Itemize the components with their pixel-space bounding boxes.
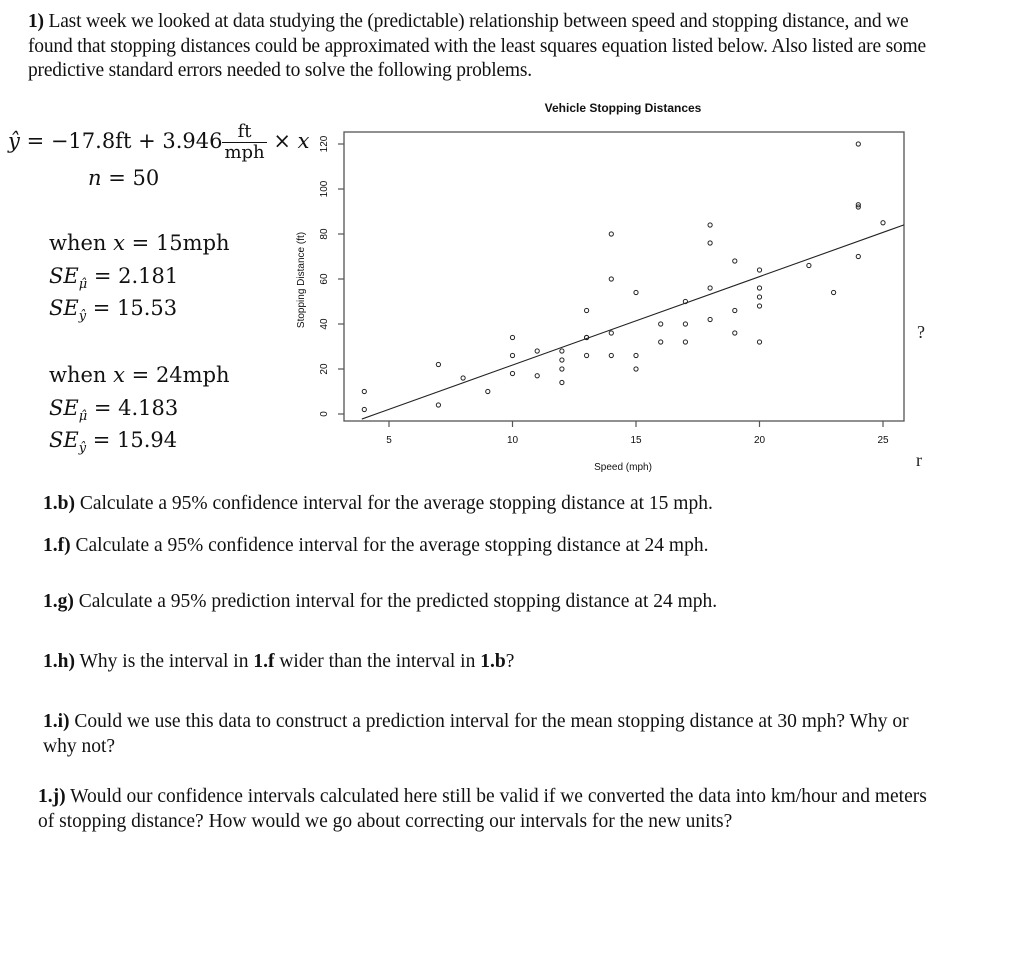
- stray-question-mark: ?: [917, 322, 925, 342]
- data-point: [461, 376, 465, 380]
- question-text: Why is the interval in: [74, 651, 254, 672]
- stray-r-mark: r: [916, 450, 922, 470]
- problem-number: 1): [28, 11, 44, 32]
- se-label: SE: [49, 428, 79, 452]
- data-point: [609, 232, 613, 236]
- n-symbol: n: [88, 166, 102, 190]
- question-label: 1.b): [43, 493, 75, 514]
- case-15-se-y: [49, 296, 177, 324]
- data-point: [609, 331, 613, 335]
- when-label: when: [49, 363, 107, 387]
- se-subscript: ŷ: [78, 441, 87, 456]
- data-point: [757, 268, 761, 272]
- data-point: [362, 407, 366, 411]
- question-text: Calculate a 95% prediction interval for the predicted stopping distance at 24 mph.: [73, 591, 718, 612]
- chart-svg: [280, 95, 930, 480]
- fit-line: [362, 225, 904, 419]
- data-point: [708, 317, 712, 321]
- data-point: [733, 331, 737, 335]
- question-label: 1.g): [43, 591, 74, 612]
- when-label: when: [49, 231, 107, 255]
- se-subscript: μ̂: [78, 277, 88, 292]
- data-point: [560, 380, 564, 384]
- data-point: [535, 349, 539, 353]
- y-tick-label: 120: [319, 135, 330, 153]
- se-mu-value: = 2.181: [93, 264, 179, 288]
- case-15-se-mu: [49, 264, 178, 292]
- question-ref: 1.f: [253, 651, 275, 672]
- data-point: [609, 353, 613, 357]
- y-tick-label: 20: [319, 363, 330, 375]
- data-point: [856, 254, 860, 258]
- data-point: [659, 322, 663, 326]
- data-point: [510, 371, 514, 375]
- equation-intercept: = −17.8ft + 3.946: [26, 129, 223, 153]
- question-label: 1.j): [38, 786, 66, 807]
- data-point: [362, 389, 366, 393]
- equation-times-x: × x: [273, 129, 310, 153]
- data-point: [560, 349, 564, 353]
- data-point: [757, 340, 761, 344]
- intro-text: Last week we looked at data studying the (predictable) relationship between speed and stopping distance, and we found that stopping distances could be approximated with the least squares equation listed below. Also listed are some predictive standard errors needed to solve the following problems.: [28, 11, 926, 81]
- data-point: [856, 142, 860, 146]
- x-tick-label: 10: [506, 435, 519, 446]
- data-point: [733, 259, 737, 263]
- y-axis-ticks: [319, 135, 344, 417]
- data-point: [634, 290, 638, 294]
- question-text: Could we use this data to construct a prediction interval for the mean stopping distance at 30 mph? Why or why not?: [43, 711, 909, 757]
- question-1i: [43, 710, 943, 759]
- case-24-se-y: [49, 428, 177, 456]
- when-value: = 24mph: [131, 363, 230, 387]
- data-point: [560, 367, 564, 371]
- question-ref: 1.b: [480, 651, 506, 672]
- data-point: [510, 353, 514, 357]
- se-label: SE: [49, 396, 79, 420]
- data-point: [585, 353, 589, 357]
- question-text: wider than the interval in: [274, 651, 481, 672]
- y-hat-symbol: ŷ: [8, 129, 20, 153]
- question-label: 1.f): [43, 535, 71, 556]
- question-label: 1.h): [43, 651, 75, 672]
- x-tick-label: 25: [877, 435, 889, 446]
- question-1f: [43, 534, 708, 559]
- question-text: Calculate a 95% confidence interval for the average stopping distance at 24 mph.: [70, 535, 709, 556]
- data-point: [486, 389, 490, 393]
- se-subscript: ŷ: [78, 309, 87, 324]
- regression-line: [362, 225, 904, 419]
- question-1j: [38, 785, 928, 834]
- data-point: [881, 221, 885, 225]
- unit-denominator: mph: [224, 142, 265, 163]
- x-tick-label: 15: [630, 435, 642, 446]
- data-point: [733, 308, 737, 312]
- x-axis-label: Speed (mph): [594, 462, 652, 473]
- se-label: SE: [49, 296, 79, 320]
- case-24-when: [49, 363, 230, 387]
- y-tick-label: 100: [319, 180, 330, 198]
- plot-frame: [344, 132, 904, 421]
- question-text: Calculate a 95% confidence interval for the average stopping distance at 15 mph.: [74, 493, 713, 514]
- data-point: [757, 286, 761, 290]
- x-tick-label: 5: [386, 435, 392, 446]
- n-value: = 50: [108, 166, 160, 190]
- x-symbol: x: [113, 363, 125, 387]
- case-24-se-mu: [49, 396, 178, 424]
- data-point: [832, 290, 836, 294]
- question-1g: [43, 590, 717, 615]
- regression-equation: [8, 122, 309, 163]
- se-y-value: = 15.53: [92, 296, 178, 320]
- se-y-value: = 15.94: [92, 428, 178, 452]
- question-1h: [43, 650, 514, 675]
- scatter-chart: [280, 95, 930, 480]
- se-mu-value: = 4.183: [93, 396, 179, 420]
- case-15-when: [49, 231, 230, 255]
- data-point: [757, 304, 761, 308]
- unit-fraction: [222, 122, 266, 163]
- data-point: [510, 335, 514, 339]
- x-symbol: x: [113, 231, 125, 255]
- question-text: ?: [505, 651, 515, 672]
- data-point: [436, 362, 440, 366]
- x-tick-label: 20: [753, 435, 766, 446]
- sample-size: [88, 166, 159, 190]
- data-point: [634, 353, 638, 357]
- chart-title: Vehicle Stopping Distances: [544, 101, 702, 115]
- data-point: [585, 308, 589, 312]
- y-tick-label: 0: [319, 411, 330, 417]
- data-point: [535, 374, 539, 378]
- question-1b: [43, 492, 713, 517]
- se-label: SE: [49, 264, 79, 288]
- unit-numerator: ft: [222, 122, 266, 143]
- data-points: [362, 142, 885, 412]
- data-point: [807, 263, 811, 267]
- data-point: [436, 403, 440, 407]
- intro-paragraph: [28, 10, 928, 84]
- data-point: [757, 295, 761, 299]
- data-point: [560, 358, 564, 362]
- data-point: [659, 340, 663, 344]
- data-point: [609, 277, 613, 281]
- question-label: 1.i): [43, 711, 70, 732]
- y-tick-label: 80: [319, 228, 330, 240]
- data-point: [634, 367, 638, 371]
- y-axis-label: Stopping Distance (ft): [296, 231, 307, 329]
- se-subscript: μ̂: [78, 409, 88, 424]
- data-point: [683, 340, 687, 344]
- data-point: [683, 322, 687, 326]
- when-value: = 15mph: [131, 231, 230, 255]
- data-point: [708, 286, 712, 290]
- data-point: [708, 241, 712, 245]
- y-tick-label: 40: [319, 318, 330, 330]
- data-point: [708, 223, 712, 227]
- x-axis-ticks: [386, 421, 889, 446]
- y-tick-label: 60: [319, 273, 330, 285]
- question-text: Would our confidence intervals calculated here still be valid if we converted the data into km/hour and meters of stopping distance? How would we go about correcting our intervals for the new units?: [38, 786, 927, 832]
